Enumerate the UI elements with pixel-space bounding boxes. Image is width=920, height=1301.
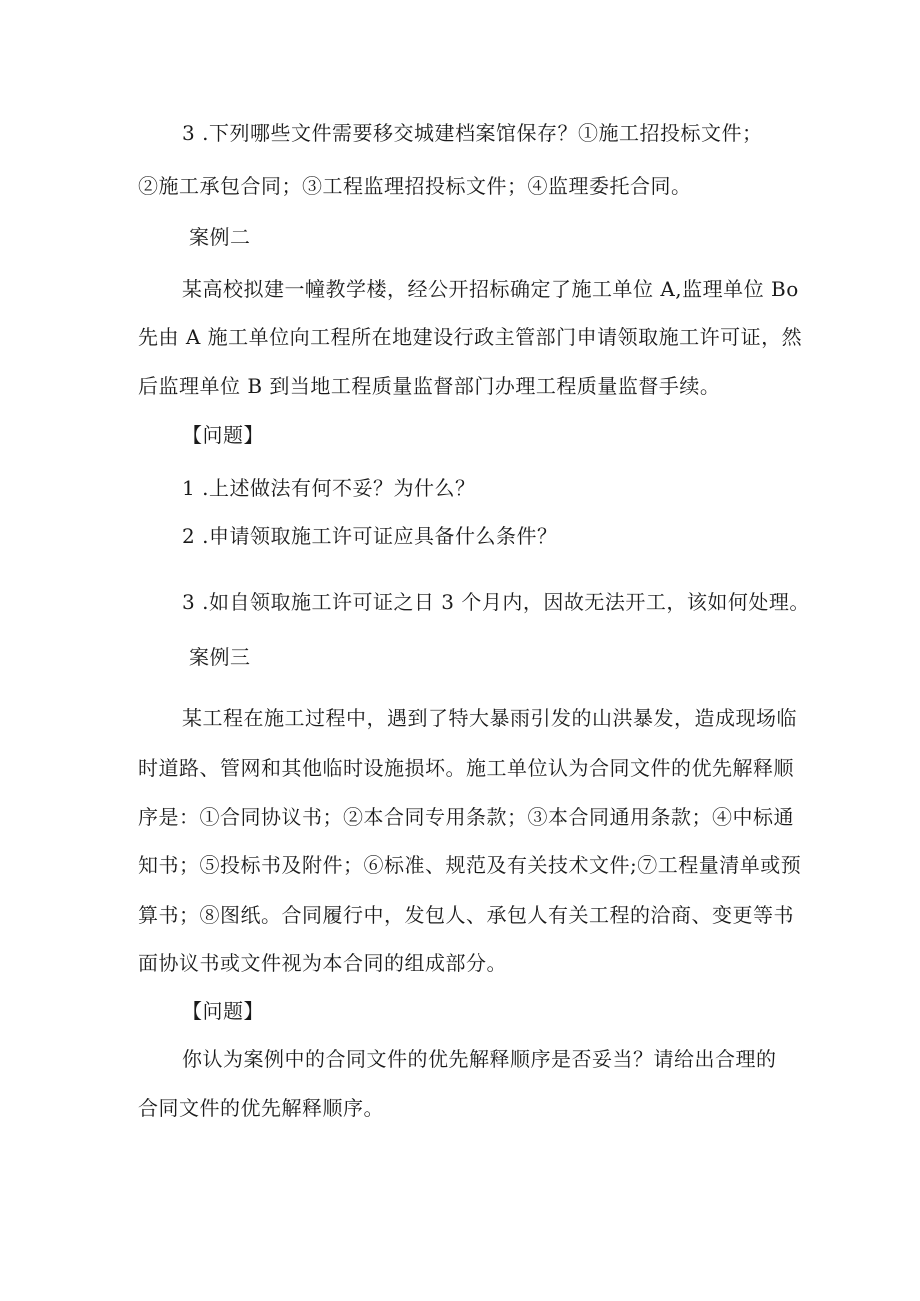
paragraph-line: 后监理单位 B 到当地工程质量监督部门办理工程质量监督手续。 — [138, 374, 721, 398]
paragraph-line: 先由 A 施工单位向工程所在地建设行政主管部门申请领取施工许可证，然 — [138, 325, 803, 349]
paragraph-line: 某高校拟建一幢教学楼，经公开招标确定了施工单位 A,监理单位 Bo — [182, 277, 799, 301]
paragraph-line: 你认为案例中的合同文件的优先解释顺序是否妥当？请给出合理的 — [182, 1047, 777, 1071]
paragraph-line: 3 .下列哪些文件需要移交城建档案馆保存？①施工招投标文件； — [182, 121, 763, 145]
case-heading: 案例三 — [189, 645, 251, 669]
paragraph-line: 面协议书或文件视为本合同的组成部分。 — [138, 951, 507, 975]
question-item: 1 .上述做法有何不妥？为什么？ — [182, 476, 476, 500]
question-item: 2 .申请领取施工许可证应具备什么条件？ — [182, 524, 558, 548]
paragraph-line: ②施工承包合同；③工程监理招投标文件；④监理委托合同。 — [138, 174, 692, 198]
paragraph-line: 序是：①合同协议书；②本合同专用条款；③本合同通用条款；④中标通 — [138, 805, 794, 829]
question-heading: 【问题】 — [182, 423, 264, 447]
case-heading: 案例二 — [189, 225, 251, 249]
paragraph-line: 时道路、管网和其他临时设施损坏。施工单位认为合同文件的优先解释顺 — [138, 756, 794, 780]
paragraph-line: 某工程在施工过程中，遇到了特大暴雨引发的山洪暴发，造成现场临 — [182, 706, 797, 730]
paragraph-line: 算书；⑧图纸。合同履行中，发包人、承包人有关工程的洽商、变更等书 — [138, 903, 794, 927]
paragraph-line: 知书；⑤投标书及附件；⑥标准、规范及有关技术文件;⑦工程量清单或预 — [138, 853, 802, 877]
question-heading: 【问题】 — [182, 999, 264, 1023]
question-item: 3 .如自领取施工许可证之日 3 个月内，因故无法开工，该如何处理。 — [182, 590, 810, 614]
paragraph-line: 合同文件的优先解释顺序。 — [138, 1096, 384, 1120]
